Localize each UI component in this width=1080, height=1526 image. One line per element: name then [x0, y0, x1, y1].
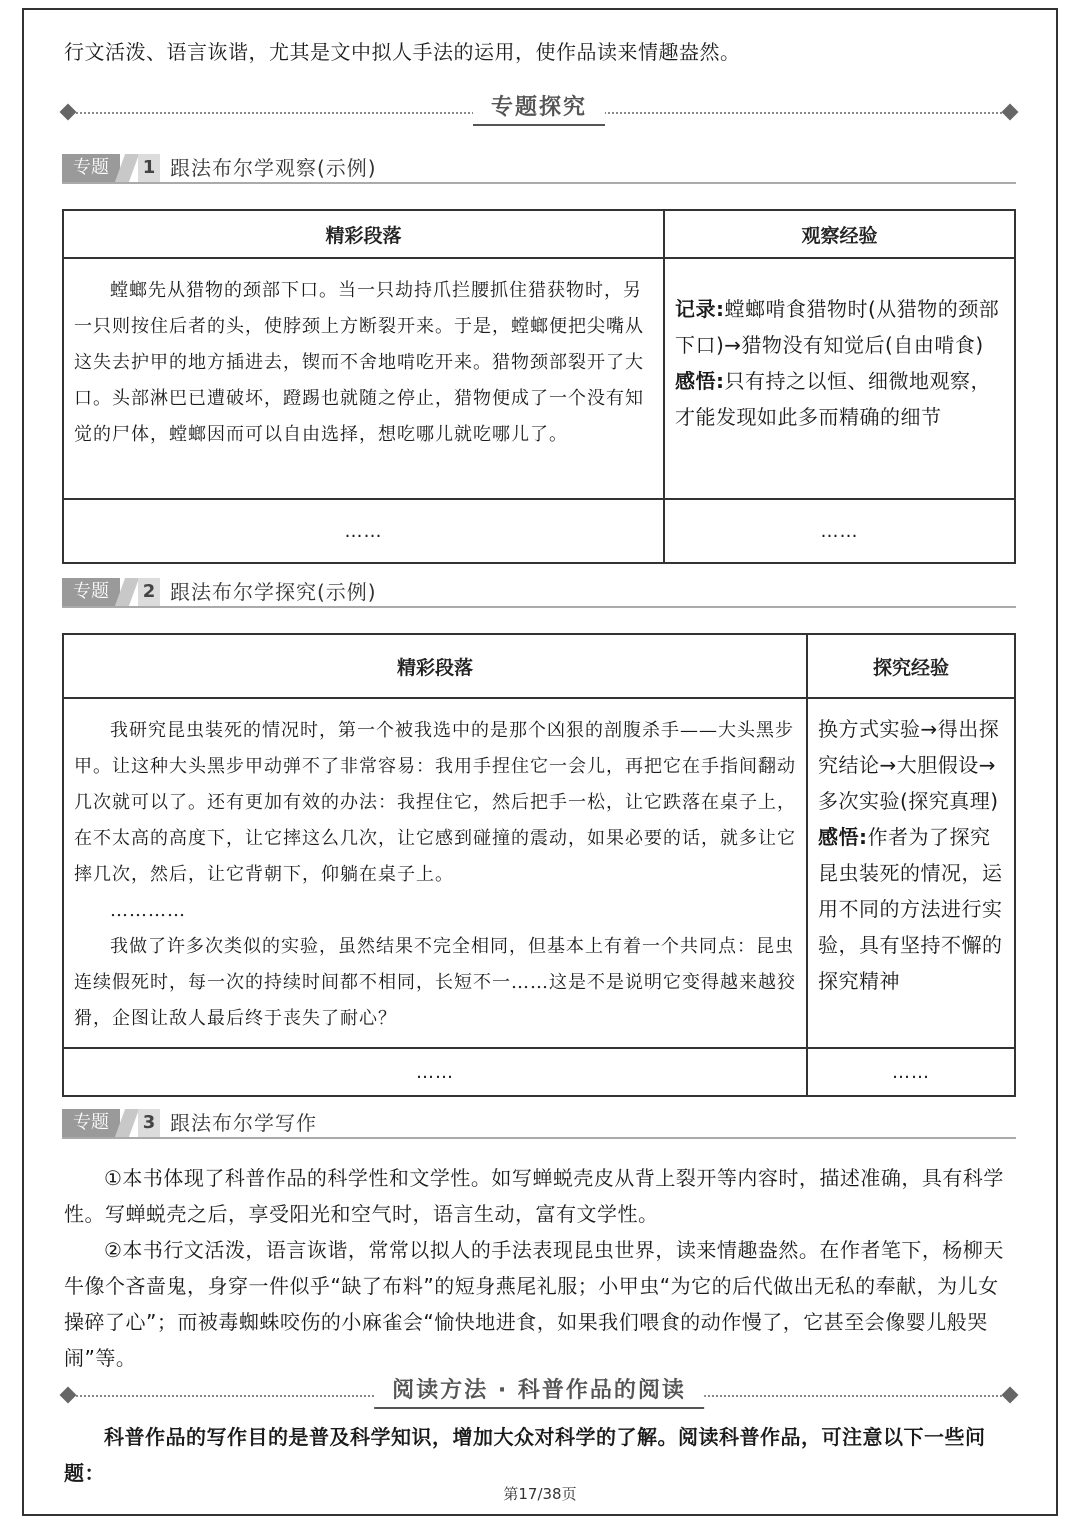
topic-name: 跟法布尔学观察(示例) [170, 156, 377, 180]
record-note [675, 291, 1004, 363]
table-header-passage: 精彩段落 [63, 634, 807, 698]
observation-table [62, 209, 1016, 564]
table-header-experience: 探究经验 [807, 634, 1015, 698]
topic-header-1 [62, 154, 1016, 184]
insight-text: 作者为了探究昆虫装死的情况，运用不同的方法进行实验，具有坚持不懈的探究精神 [818, 825, 1003, 993]
experience-cell [807, 698, 1015, 1048]
ellipsis-cell: …… [807, 1048, 1015, 1096]
section-title: 阅读方法 · 科普作品的阅读 [374, 1375, 704, 1409]
section-title: 专题探究 [473, 92, 605, 126]
passage-cell [63, 698, 807, 1048]
intro-line: 行文活泼、语言诙谐，尤其是文中拟人手法的运用，使作品读来情趣盎然。 [64, 40, 741, 64]
record-label: 记录: [675, 297, 725, 321]
diamond-icon [1002, 1387, 1019, 1404]
passage-dots: ………… [110, 900, 186, 921]
topic-number: 2 [138, 578, 160, 606]
topic-header-2 [62, 578, 1016, 608]
section-divider-topic-study [62, 95, 1016, 128]
ellipsis-cell: …… [63, 1048, 807, 1096]
passage-paragraph-1: 我研究昆虫装死的情况时，第一个被我选中的是那个凶狠的剖腹杀手——大头黑步甲。让这种大头黑步甲动弹不了非常容易：我用手捏住它一会儿，再把它在手指间翻动几次就可以了。还有更加有效的办法：我捏住它，然后把手一松，让它跌落在桌子上，在不太高的高度下，让它摔这么几次，让它感到碰撞的震动，如果必要的话，就多让它摔几次，然后，让它背朝下，仰躺在桌子上。 [74, 720, 796, 885]
passage-cell [63, 258, 664, 499]
topic-number: 3 [138, 1109, 160, 1137]
insight-note [675, 363, 1004, 435]
insight-note [818, 819, 1004, 999]
writing-paragraph-1: ①本书体现了科普作品的科学性和文学性。如写蝉蜕壳皮从背上裂开等内容时，描述准确，具有科学性。写蝉蜕壳之后，享受阳光和空气时，语言生动，富有文学性。 [64, 1166, 1004, 1226]
topic-tag: 专题 [62, 578, 120, 606]
section-divider-reading-method [62, 1378, 1016, 1411]
passage-text: 螳螂先从猎物的颈部下口。当一只劫持爪拦腰抓住猎获物时，另一只则按住后者的头，使脖颈上方断裂开来。于是，螳螂便把尖嘴从这失去护甲的地方插进去，锲而不舍地啃吃开来。猎物颈部裂开了大口。头部淋巴已遭破坏，蹬踢也就随之停止，猎物便成了一个没有知觉的尸体，螳螂因而可以自由选择，想吃哪儿就吃哪儿了。 [74, 280, 644, 445]
table-header-experience: 观察经验 [664, 210, 1015, 258]
diamond-icon [1002, 104, 1019, 121]
topic-header-3 [62, 1109, 1016, 1139]
insight-label: 感悟: [818, 825, 868, 849]
method-note: 换方式实验→得出探究结论→大胆假设→多次实验(探究真理) [818, 717, 1000, 813]
record-text: 螳螂啃食猎物时(从猎物的颈部下口)→猎物没有知觉后(自由啃食) [675, 297, 1000, 357]
inquiry-table [62, 633, 1016, 1097]
table-header-passage: 精彩段落 [63, 210, 664, 258]
page-number: 第17/38页 [503, 1485, 577, 1503]
topic-number: 1 [138, 154, 160, 182]
topic-name: 跟法布尔学探究(示例) [170, 580, 377, 604]
topic-tag: 专题 [62, 154, 120, 182]
final-paragraph: 科普作品的写作目的是普及科学知识，增加大众对科学的了解。阅读科普作品，可注意以下一些问题： [64, 1425, 986, 1485]
diamond-icon [60, 104, 77, 121]
passage-paragraph-2: 我做了许多次类似的实验，虽然结果不完全相同，但基本上有着一个共同点：昆虫连续假死时，每一次的持续时间都不相同，长短不一……这是不是说明它变得越来越狡猾，企图让敌人最后终于丧失了耐心？ [74, 936, 796, 1029]
writing-paragraph-2: ②本书行文活泼，语言诙谐，常常以拟人的手法表现昆虫世界，读来情趣盎然。在作者笔下，杨柳天牛像个吝啬鬼，身穿一件似乎“缺了布料”的短身燕尾礼服；小甲虫“为它的后代做出无私的奉献，为儿女操碎了心”；而被毒蜘蛛咬伤的小麻雀会“愉快地进食，如果我们喂食的动作慢了，它甚至会像婴儿般哭闹”等。 [64, 1238, 1004, 1370]
insight-label: 感悟: [675, 369, 725, 393]
ellipsis-cell: …… [664, 499, 1015, 563]
topic-tag: 专题 [62, 1109, 120, 1137]
insight-text: 只有持之以恒、细微地观察，才能发现如此多而精确的细节 [675, 369, 991, 429]
topic-name: 跟法布尔学写作 [170, 1111, 317, 1135]
experience-cell [664, 258, 1015, 499]
ellipsis-cell: …… [63, 499, 664, 563]
diamond-icon [60, 1387, 77, 1404]
